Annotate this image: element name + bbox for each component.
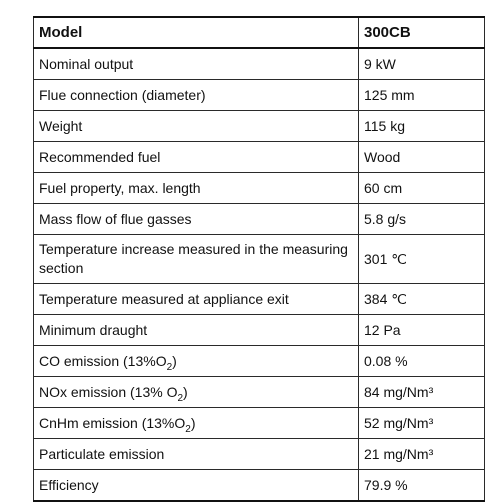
row-label: Particulate emission	[34, 439, 359, 470]
table-row	[34, 315, 485, 346]
table-row	[34, 173, 485, 204]
table-row	[34, 470, 485, 502]
table-row	[34, 142, 485, 173]
header-value: 300CB	[359, 17, 485, 48]
table-row	[34, 377, 485, 408]
table-row	[34, 439, 485, 470]
row-label: Nominal output	[34, 48, 359, 80]
row-label: Weight	[34, 111, 359, 142]
spec-table	[33, 16, 485, 502]
table-row	[34, 111, 485, 142]
row-value: 5.8 g/s	[359, 204, 485, 235]
row-value: 79.9 %	[359, 470, 485, 502]
table-header-row	[34, 17, 485, 48]
table-row	[34, 48, 485, 80]
row-value: Wood	[359, 142, 485, 173]
row-value: 384 ℃	[359, 284, 485, 315]
row-label: Flue connection (diameter)	[34, 80, 359, 111]
row-value: 301 ℃	[359, 235, 485, 284]
table-row	[34, 204, 485, 235]
row-label-text: CO emission (13%O	[39, 352, 167, 369]
table-row	[34, 284, 485, 315]
header-label: Model	[34, 17, 359, 48]
row-value: 125 mm	[359, 80, 485, 111]
row-label-text: NOx emission (13% O	[39, 383, 178, 400]
row-label-text-end: )	[183, 383, 188, 400]
row-value: 84 mg/Nm³	[359, 377, 485, 408]
table-row	[34, 408, 485, 439]
row-value: 60 cm	[359, 173, 485, 204]
row-label	[34, 377, 359, 408]
subscript: 2	[185, 423, 191, 435]
row-value: 12 Pa	[359, 315, 485, 346]
subscript: 2	[177, 392, 184, 404]
row-label: Minimum draught	[34, 315, 359, 346]
row-label	[34, 346, 359, 377]
row-value: 115 kg	[359, 111, 485, 142]
table-row	[34, 235, 485, 284]
row-value: 9 kW	[359, 48, 485, 80]
row-value: 21 mg/Nm³	[359, 439, 485, 470]
row-label-text-end: )	[190, 414, 196, 431]
subscript: 2	[166, 361, 173, 373]
row-label-text-end: )	[172, 352, 177, 369]
row-label: Temperature increase measured in the measuring section	[34, 235, 359, 284]
row-label: Fuel property, max. length	[34, 173, 359, 204]
table-row	[34, 346, 485, 377]
table-row	[34, 80, 485, 111]
row-value: 52 mg/Nm³	[359, 408, 485, 439]
row-label: Efficiency	[34, 470, 359, 502]
row-label	[34, 408, 359, 439]
row-label: Recommended fuel	[34, 142, 359, 173]
row-label: Mass flow of flue gasses	[34, 204, 359, 235]
row-value: 0.08 %	[359, 346, 485, 377]
row-label-text: CnHm emission (13%O	[39, 414, 186, 431]
row-label: Temperature measured at appliance exit	[34, 284, 359, 315]
